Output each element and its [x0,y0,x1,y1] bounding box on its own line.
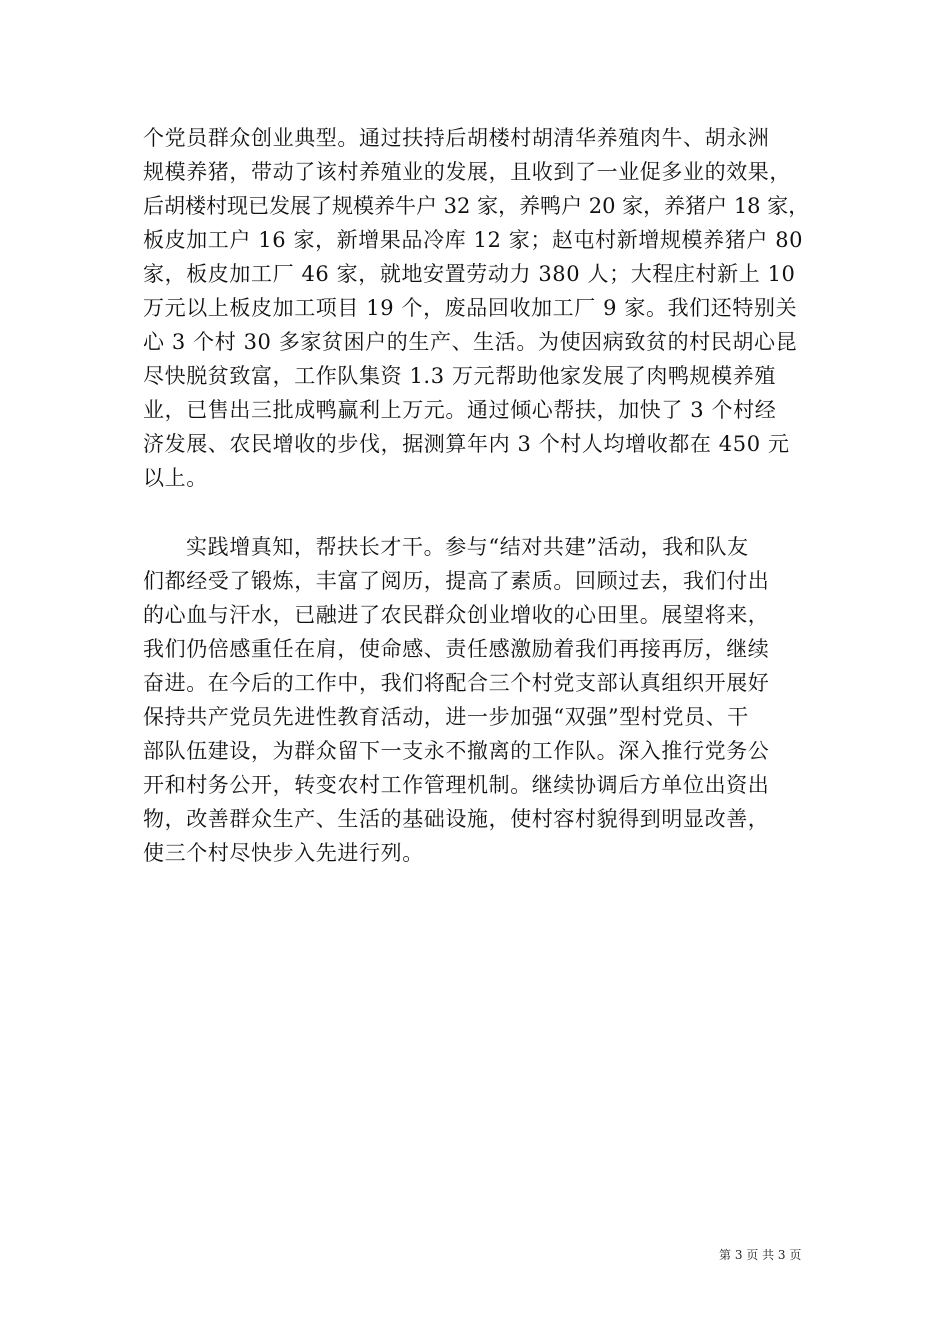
paragraph-2-line-1: 实践增真知，帮扶长才干。参与“结对共建”活动，我和队友 [186,535,749,559]
paragraph-2-line-9: 物，改善群众生产、生活的基础设施，使村容村貌得到明显改善， [143,807,770,831]
paragraph-1-line-2: 规模养猪，带动了该村养殖业的发展，且收到了一业促多业的效果， [143,160,791,184]
paragraph-1-line-7: 心 3 个村 30 多家贫困户的生产、生活。为使因病致贫的村民胡心昆 [143,330,798,354]
paragraph-1-line-1: 个党员群众创业典型。通过扶持后胡楼村胡清华养殖肉牛、胡永洲 [143,126,770,150]
paragraph-1-line-4: 板皮加工户 16 家，新增果品冷库 12 家；赵屯村新增规模养猪户 80 [143,228,804,252]
paragraph-2-line-6: 保持共产党员先进性教育活动，进一步加强“双强”型村党员、干 [143,705,749,729]
paragraph-1-line-9: 业，已售出三批成鸭赢利上万元。通过倾心帮扶，加快了 3 个村经 [143,398,777,422]
paragraph-1-line-10: 济发展、农民增收的步伐，据测算年内 3 个村人均增收都在 450 元 [143,432,790,456]
paragraph-2-line-4: 我们仍倍感重任在肩，使命感、责任感激励着我们再接再厉，继续 [143,637,770,661]
paragraph-2-line-5: 奋进。在今后的工作中，我们将配合三个村党支部认真组织开展好 [143,671,770,695]
paragraph-2-line-7: 部队伍建设，为群众留下一支永不撤离的工作队。深入推行党务公 [143,739,770,763]
paragraph-1-line-5: 家，板皮加工厂 46 家，就地安置劳动力 380 人；大程庄村新上 10 [143,262,796,286]
paragraph-2-line-3: 的心血与汗水，已融进了农民群众创业增收的心田里。展望将来， [143,603,770,627]
paragraph-2-line-10: 使三个村尽快步入先进行列。 [143,841,424,865]
paragraph-2-line-8: 开和村务公开，转变农村工作管理机制。继续协调后方单位出资出 [143,773,770,797]
paragraph-2-line-2: 们都经受了锻炼，丰富了阅历，提高了素质。回顾过去，我们付出 [143,569,770,593]
page-number-footer: 第 3 页 共 3 页 [719,1248,802,1262]
paragraph-1-line-8: 尽快脱贫致富，工作队集资 1.3 万元帮助他家发展了肉鸭规模养殖 [143,364,776,388]
paragraph-1-line-11: 以上。 [143,466,208,490]
paragraph-1-line-6: 万元以上板皮加工项目 19 个，废品回收加工厂 9 家。我们还特别关 [143,296,798,320]
paragraph-1-line-3: 后胡楼村现已发展了规模养牛户 32 家，养鸭户 20 家，养猪户 18 家， [143,194,810,218]
